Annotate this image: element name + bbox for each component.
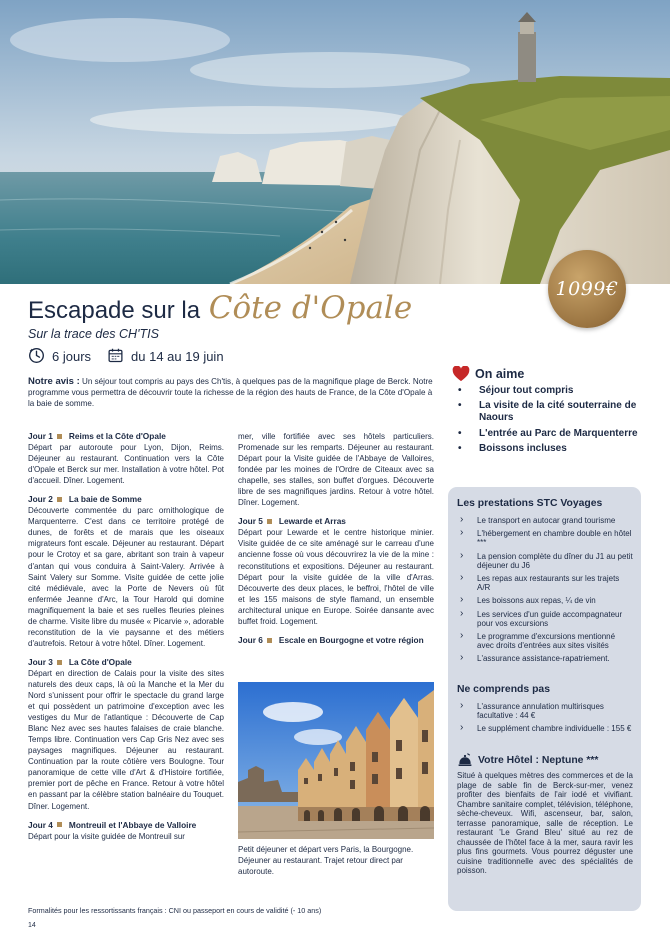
day-heading: Jour 6 Escale en Bourgogne et votre région	[238, 634, 424, 645]
day-heading: Jour 5 Lewarde et Arras	[238, 516, 346, 527]
list-item: • Séjour tout compris	[452, 385, 642, 397]
prestations-list	[456, 516, 634, 668]
bell-icon	[457, 752, 473, 768]
list-item: › Le programme d'excursions mentionné avec droits d'entrées aux sites visités	[456, 632, 634, 650]
price-value: 1099€	[555, 278, 619, 300]
formalites-note: Formalités pour les ressortissants français : CNI ou passeport en cours de validité (- 10 ans)	[28, 906, 322, 915]
itinerary-column-1	[28, 431, 224, 842]
day-text: Découverte commentée du parc ornithologique de Marquenterre. C'est dans ce territoire protégé de dunes, de forêts et de marais que les oiseaux migrateurs font escale. Déjeuner au restaurant. Départ pour le Crotoy et sa gare, abritant son train à vapeur d'antan qui vous conduira à Saint-Valery. Arrivée à Saint Valery sur Somme. Visite guidée de cette jolie cité médiévale, avec la Porte de Nevers où fût enfermée Jeanne d'Arc, la Tour Harold qui domine magnifiquement la baie et ses ruelles fleuries pleines de charme. Visite libre du musée « Picarvie », adorable reconstitution de la vie paysanne et des métiers d'autrefois. Retour à votre hôtel. Dîner. Logement.	[28, 506, 224, 648]
list-item: › Le transport en autocar grand tourisme	[456, 516, 634, 525]
price-badge	[548, 250, 626, 328]
list-item: › Le supplément chambre individuelle : 155 €	[456, 724, 634, 733]
on-aime-heading: On aime	[452, 366, 642, 382]
list-item: › Les repas aux restaurants sur les trajets A/R	[456, 574, 634, 592]
title-script: Côte d'Opale	[208, 290, 413, 326]
prestations-heading: Les prestations STC Voyages	[457, 498, 603, 509]
list-item: › L'hébergement en chambre double en hôtel ***	[456, 529, 634, 547]
itinerary-column-2	[238, 431, 434, 646]
page-number: 14	[28, 922, 36, 929]
list-item: • Boissons incluses	[452, 443, 642, 455]
day-text: mer, ville fortifiée avec ses hôtels particuliers. Promenade sur les remparts. Déjeuner au restaurant. Départ pour la Visite guidée de l'Abbaye de Valloires, fondée par les moines de l'Ordre de Citeaux avec sa chapelle, ses stalles, son buffet d'orgues. Découverte libre de ses magnifiques jardins. Retour à votre hôtel. Dîner. Logement.	[238, 432, 434, 508]
day-heading: Jour 3 La Côte d'Opale	[28, 656, 132, 667]
notre-avis-label: Notre avis :	[28, 376, 80, 387]
list-item: › La pension complète du dîner du J1 au petit déjeuner du J6	[456, 552, 634, 570]
calendar-icon	[107, 347, 125, 365]
day-text: Départ pour la visite guidée de Montreuil sur	[28, 831, 185, 841]
dates: du 14 au 19 juin	[131, 348, 224, 364]
non-compris-heading: Ne comprends pas	[457, 684, 550, 695]
non-compris-list	[456, 702, 634, 738]
title-prefix: Escapade sur la	[28, 297, 201, 324]
notre-avis-text: Un séjour tout compris au pays des Ch'tis, à quelques pas de la magnifique plage de Berck. Notre programme vous permettra de découvrir toute la richesse de la région des hauts de France, de la Côte d'Opale à la baie de somme.	[28, 377, 433, 409]
duration: 6 jours	[52, 348, 92, 364]
day-text: Départ par autoroute pour Lyon, Dijon, Reims. Déjeuner au restaurant. Continuation vers la Côte d'Opale et Berck sur mer. Installation à votre hôtel. Pot d'accueil. Dîner. Logement.	[28, 443, 224, 486]
heart-icon	[452, 366, 470, 382]
list-item: › Les boissons aux repas, ¼ de vin	[456, 596, 634, 605]
day-heading: Jour 1 Reims et la Côte d'Opale	[28, 431, 166, 441]
on-aime-section	[452, 366, 642, 458]
notre-avis	[28, 376, 438, 410]
day-text: Départ pour Lewarde et le centre historique minier. Visite guidée de ce site aménagé sur le carreau d'une ancienne fosse où vous découvrirez la vie de la mine : reconstitutions et expositions. Déjeuner au restaurant. Départ pour la visite guidée de la ville d'Arras. Découverte des deux places, le beffroi, l'hôtel de ville et les 155 maisons de style flamand, un ensemble architectural unique en Europe. Soirée dansante avec buffet froid. Logement.	[238, 528, 434, 626]
subtitle: Sur la trace des CH'TIS	[28, 327, 159, 341]
day6-text: Petit déjeuner et départ vers Paris, la Bourgogne. Déjeuner au restaurant. Trajet retour direct par autoroute.	[238, 845, 414, 876]
day-heading: Jour 2 La baie de Somme	[28, 494, 142, 505]
trip-meta	[28, 347, 224, 365]
clock-icon	[28, 347, 46, 365]
hotel-heading: Votre Hôtel : Neptune ***	[457, 752, 598, 768]
page-title	[28, 290, 412, 326]
on-aime-list	[452, 385, 642, 455]
list-item: › L'assurance annulation multirisques facultative : 44 €	[456, 702, 634, 720]
list-item: • La visite de la cité souterraine de Naours	[452, 400, 642, 424]
list-item: › Les services d'un guide accompagnateur pour vos excursions	[456, 610, 634, 628]
arras-photo	[238, 682, 434, 839]
hotel-description: Situé à quelques mètres des commerces et de la plage de sable fin de Berck-sur-mer, venez profiter des bienfaits de l'air iodé et vivifiant. Chambre sanitaire complet, télévision, téléphone, sèche-cheveux. Wifi, ascenseur, bar, salon, terrasse panoramique, salle de réception. Le restaurant 'Le Grand Bleu' situé au rez de chaussée de l'hôtel face à la mer, saura ravir les plus fins gourmets. Vous pourrez déguster une cuisine traditionnelle avec des spécialités de poisson.	[457, 771, 633, 875]
list-item: • L'entrée au Parc de Marquenterre	[452, 428, 642, 440]
day-text: Départ en direction de Calais pour la visite des sites naturels des deux caps, là où la Manche et la Mer du Nord s'unissent pour offrir le spectacle du grand large et qui possèdent un patrimoine d'exception avec les vestiges du Mur de l'atlantique : Découverte de Cap Blanc Nez avec ses hautes falaises de craie blanche. Temps libre. Continuation vers Cap Gris Nez avec ses paysages magnifiques. Déjeuner au restaurant. Continuation par la route côtière vers Boulogne. Tour panoramique de cette ville d'Art & d'Histoire fortifiée, premier port de pêche en France. Retour à votre hôtel en passant par la célèbre station balnéaire du Touquet. Dîner. Logement.	[28, 668, 224, 811]
day-heading: Jour 4 Montreuil et l'Abbaye de Valloire	[28, 819, 197, 830]
hero-photo	[0, 0, 670, 284]
prestations-box	[448, 487, 641, 911]
list-item: › L'assurance assistance-rapatriement.	[456, 654, 634, 663]
